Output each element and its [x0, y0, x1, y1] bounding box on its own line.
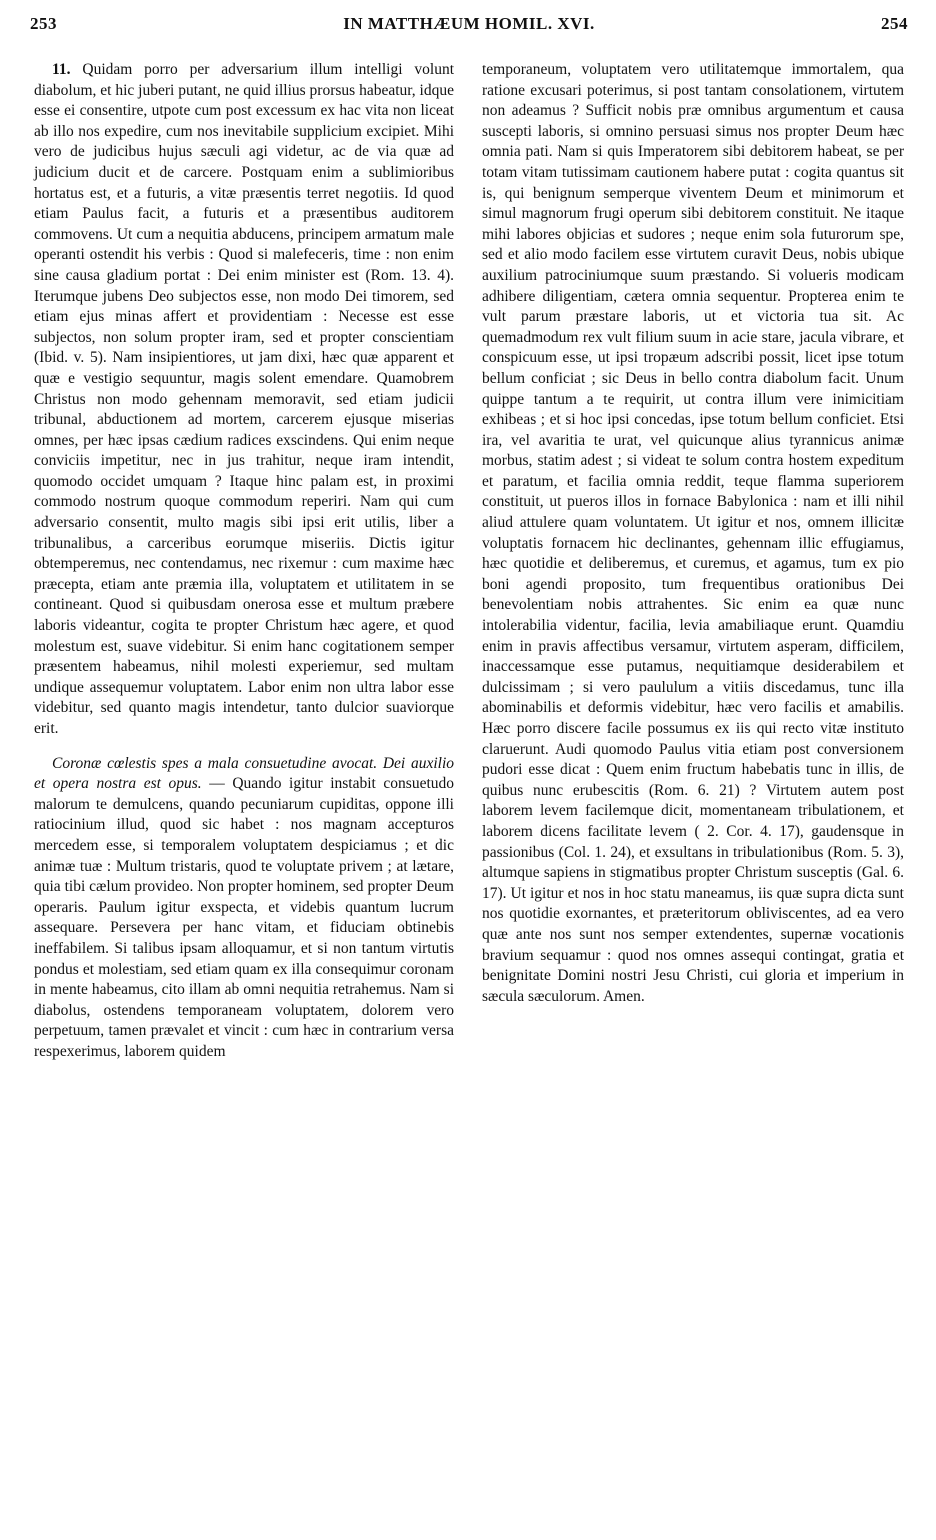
paragraph-text: Quidam porro per adversarium illum intelligi volunt diabolum, et hic juberi putant, ne quid illius prorsus habeatur, idque esse ei consentire, utpote cum post excessum ex hac vita non liceat ab illo nos expedire, cum nos inevitabile supplicium excipiet. Mihi vero de judicibus hujus sæculi agi videtur, ac de via quæ ad judicium ducit et de carcere. Postquam enim a sublimioribus hortatus est, et a futuris, a vitæ præsentis terret negotiis. Id quod etiam Paulus facit, a futuris et a præsentibus auditorem commovens. Ut cum a nequitia abducens, principem armatum male operanti ostendit his verbis : Quod si malefeceris, time : non enim sine causa gladium portat : Dei enim minister est (Rom. 13. 4). Iterumque jubens Deo subjectos esse, non modo Dei timorem, sed etiam ejus minas affert et providentiam : Necesse est esse subjectos, non solum propter iram, sed et propter conscientiam (Ibid. v. 5). Nam insipientiores, ut jam dixi, hæc quæ apparent et quæ e vestigio sequuntur, magis solent emendare. Quamobrem Christus non modo gehennam memoravit, sed etiam judicii tribunal, abductionem ad mortem, carcerem ejusque miserias omnes, per hæc ipsas cædium radices exscindens. Qui enim neque conviciis impetitur, nec in jus trahitur, neque iram intendit, quomodo occidet umquam ? Itaque hinc palam est, in proximi commodo nostrum quoque commodum reperiri. Nam qui cum adversario consentit, multo magis sibi ipsi erit utilis, liber a tribunalibus, a carceribus eorumque miseriis. Dictis igitur obtemperemus, nec contendamus, nec rixemur : cum maxime hæc præcepta, etiam ante præmia illa, voluptatem et utilitatem in se contineant. Quod si quibusdam onerosa esse et multum præbere laboris videantur, cogita te propter Christum hæc agere, et quod molestum est, suave videbitur. Si enim hanc cogitationem semper præsentem habeamus, nihil molesti experiemur, sed multam undique assequemur voluptatem. Labor enim non ultra labor esse videbitur, sed quanto magis intendetur, tanto dulcior suaviorque erit.	[34, 61, 454, 737]
running-header	[30, 14, 908, 44]
paragraph	[34, 754, 454, 1063]
paragraph	[34, 60, 454, 740]
page-number-left: 253	[30, 14, 57, 33]
left-column	[34, 60, 454, 1063]
right-column	[482, 60, 904, 1007]
running-title: IN MATTHÆUM HOMIL. XVI.	[343, 14, 595, 33]
paragraph-text: temporaneum, voluptatem vero utilitatemque immortalem, qua ratione excusari poterimus, si post tantam consolationem, virtutem non adeamus ? Sufficit nobis præ omnibus argumentum et causa suscepti laboris, si omnino persuasi simus nos propter Deum hæc omnia pati. Nam si quis Imperatorem sibi debitorem habeat, se per totam vitam tutissimam cautionem habere putat : cogita quantus sit is, qui benignum semperque viventem Deum et minimorum et simul magnorum frugi operum sibi debitorem constituit. Ne itaque mihi labores objicias et sudores ; neque enim sola futurorum spe, sed et alio modo facilem esse virtutem curavit Deus, nobis ubique auxilium patrociniumque suum præstando. Si volueris modicam adhibere diligentiam, cætera omnia sequentur. Propterea enim te vult parum præstare laboris, ut et victoria tua sit. Ac quemadmodum rex vult filium suum in acie stare, jacula vibrare, et conspicuum esse, ut ipsi tropæum adscribi possit, licet ipse totum bellum conficiat ; sic Deus in bello contra diabolum facit. Unum quippe tantum a te requirit, ut contra illum vere inimicitiam exhibeas ; et si hoc ipsi concedas, ipse totum bellum conficiet. Etsi ira, vel avaritia te urat, vel quicunque alius tyrannicus animæ morbus, statim adest ; si videat te solum contra hostem expeditum et paratum, et facilia omnia reddit, teque flamma superiorem constituit, ut pueros illos in fornace Babylonica : nam et illi nihil aliud attulere quam voluntatem. Ut igitur et nos, omnem illicitæ voluptatis fornacem hic declinantes, gehennam illic effugiamus, hæc quotidie et deliberemus, et curemus, et agamus, tum ex pio boni agendi proposito, tum frequentibus orationibus Dei benevolentiam nobis attrahentes. Sic enim ea quæ nunc intolerabilia videntur, facilia, levia amabiliaque erunt. Quamdiu enim in pravis affectibus versamur, virtutem asperam, difficilem, inaccessamque esse putamus, nequitiamque desiderabilem et dulcissimam ; si vero paululum a vitiis discedamus, tunc illa abominabilis et deformis videbitur, hæc vero facilis et amabilis. Hæc porro discere facile possumus ex iis qui recto vitæ instituto claruerunt. Audi quomodo Paulus vitia etiam post conversionem pudori esse dicat : Quem enim fructum habebatis tunc in illis, de quibus nunc erubescitis (Rom. 6. 21) ? Virtutem autem post laborem levem facilemque dicit, momentaneam tribulationem, et laborem dicens facilitate levem ( 2. Cor. 4. 17), gaudensque in passionibus (Col. 1. 24), et exsultans in tribulationibus (Rom. 5. 3), altumque sapiens in stigmatibus propter Christum susceptis (Gal. 6. 17). Ut igitur et nos in hoc statu maneamus, iis quæ supra dicta sunt nos quotidie exornantes, et præteritorum obliviscentes, ad ea vero quæ ante nos sunt nos semper extendentes, supernæ vocationis bravium sequamur : quod nos omnes assequi contingat, gratia et benignitate Domini nostri Jesu Christi, cui gloria et imperium in sæcula sæculorum. Amen.	[482, 61, 904, 1005]
paragraph-text: — Quando igitur instabit consuetudo malorum te demulcens, quando pecuniarum cupiditas, oppone illi ratiocinium illud, quod sic habet : nos magnam accepturos mercedem esse, si temporalem voluptatem despiciamus ; et dic animæ tuæ : Multum tristaris, quod te voluptate privem ; at lætare, quia tibi cælum provideo. Non propter hominem, sed propter Deum operaris. Paulum igitur exspecta, et videbis quantum lucrum assequare. Persevera per hanc vitam, et fiduciam obtinebis ineffabilem. Si talibus ipsam alloquamur, et si non tantum virtutis pondus et molestiam, sed etiam quam ex illa consequimur coronam in mente habeamus, cito illam ab omni nequitia retrahemus. Nam si diabolus, ostendens temporaneam voluptatem, dolorem vero perpetuum, tamen prævalet et vincit : cum hæc in contrarium versa respexerimus, laborem quidem	[34, 775, 455, 1060]
section-summary: Coronæ cœlestis spes a mala consuetudine avocat. Dei auxilio et opera nostra est opus.	[34, 754, 454, 793]
page-number-right: 254	[881, 14, 908, 33]
section-number: 11.	[52, 61, 71, 78]
